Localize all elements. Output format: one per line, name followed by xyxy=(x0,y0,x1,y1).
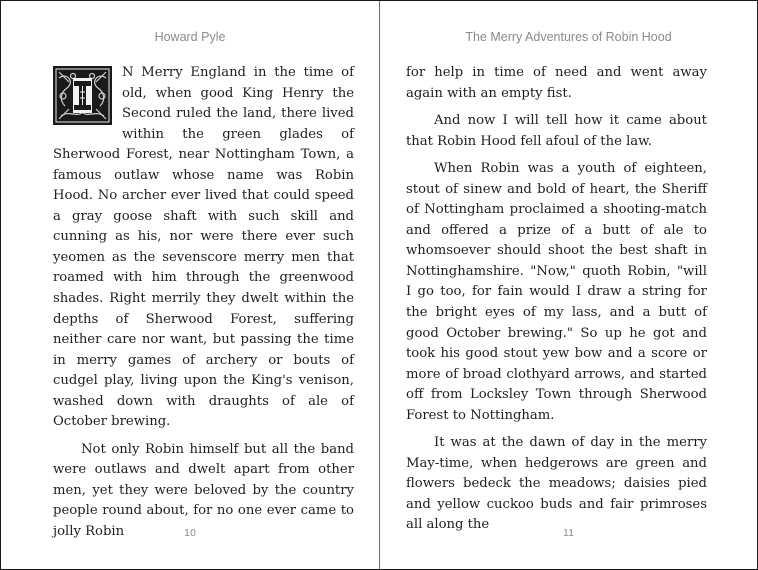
page-number: 11 xyxy=(563,527,574,539)
paragraph: for help in time of need and went away again with an empty fist. xyxy=(406,65,707,101)
paragraph: It was at the dawn of day in the merry May-time, when hedgerows are green and flowers bedeck the meadows; daisies pied and yellow cuckoo buds and fair primroses all along the xyxy=(406,435,707,533)
right-page[interactable] xyxy=(380,1,757,569)
paragraph: Not only Robin himself but all the band were outlaws and dwelt apart from other men, yet they were beloved by the country people round about, for no one ever came to jolly Robin xyxy=(53,441,354,540)
paragraph-text: N Merry England in the time of old, when good King Henry the Second ruled the land, there lived within the green glades of Sherwood Forest, near Nottingham Town, a famous outlaw whose name was Robin Hood. No archer ever lived that could speed a gray goose shaft with such skill and cunning as his, nor were there ever such yeomen as the sevenscore merry men that roamed with him through the greenwood shades. Right merrily they dwelt within the depths of Sherwood Forest, suffering neither care nor want, but passing the time in merry games of archery or bouts of cudgel play, living upon the King's venison, washed down with draughts of ale of October brewing. xyxy=(53,65,354,430)
left-page[interactable] xyxy=(1,1,379,569)
page-number: 10 xyxy=(184,527,196,539)
running-head-title: The Merry Adventures of Robin Hood xyxy=(465,30,672,44)
paragraph: And now I will tell how it came about that Robin Hood fell afoul of the law. xyxy=(406,113,707,149)
drop-cap-illumination xyxy=(53,66,112,125)
left-page-text xyxy=(53,63,354,550)
paragraph: When Robin was a youth of eighteen, stout of sinew and bold of heart, the Sheriff of Nottingham proclaimed a shooting-match and offered a prize of a butt of ale to whomsoever should shoot the best shaft in Nottinghamshire. "Now," quoth Robin, "will I go too, for fain would I draw a string for the bright eyes of my lass, and a butt of good October brewing." So up he got and took his good stout yew bow and a score or more of broad clothyard arrows, and started off from Locksley Town through Sherwood Forest to Nottingham. xyxy=(406,161,707,423)
running-head-author: Howard Pyle xyxy=(154,30,226,44)
ornament-icon xyxy=(53,66,112,125)
right-page-text xyxy=(406,63,707,543)
paragraph xyxy=(53,63,354,433)
